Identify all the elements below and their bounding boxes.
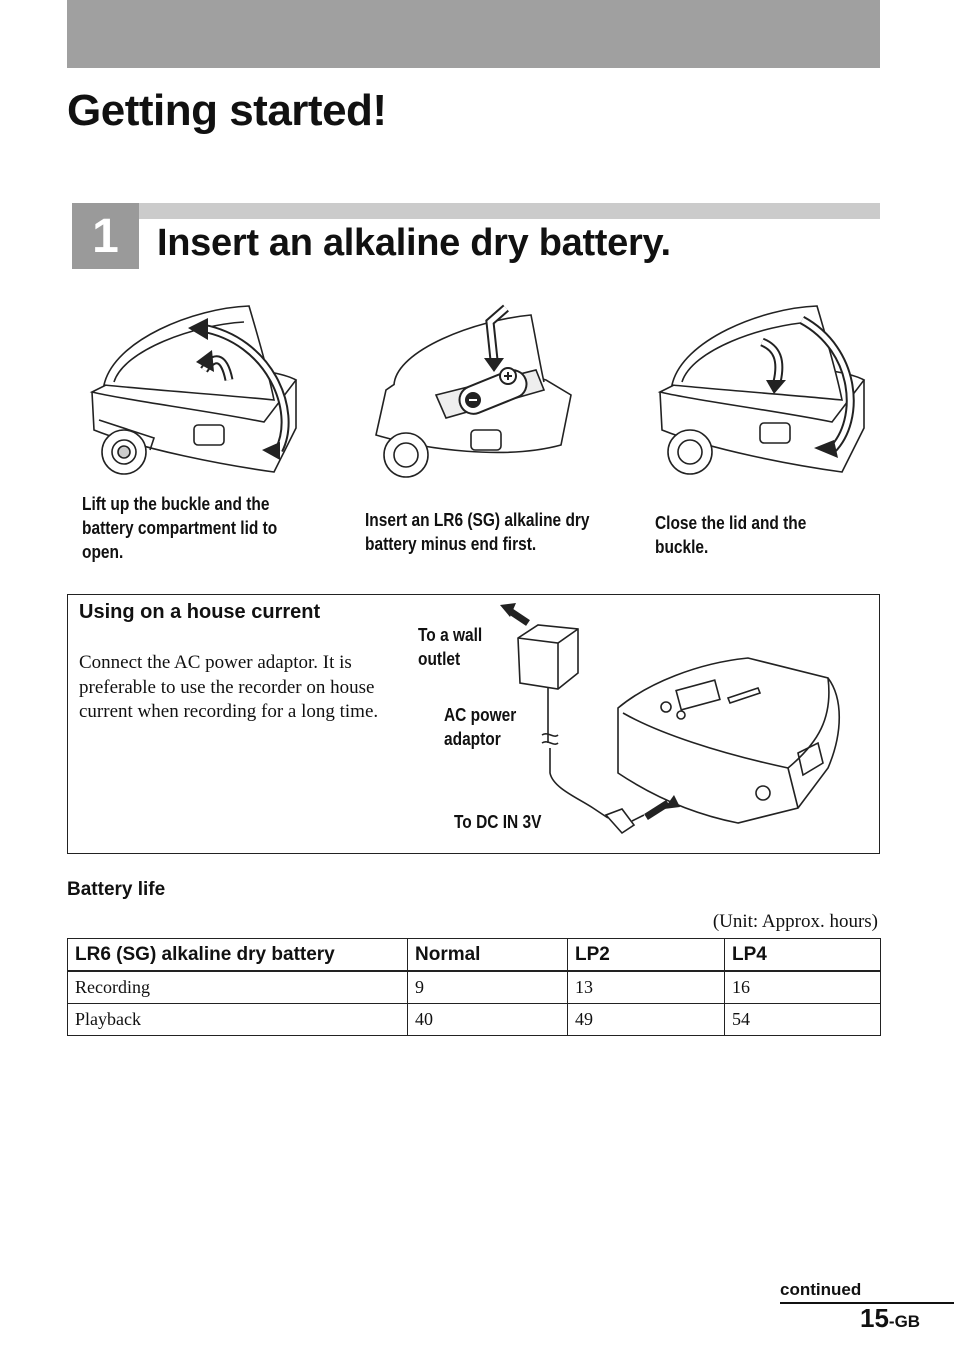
insert-battery-illustration [366, 300, 586, 485]
page-number [860, 1303, 920, 1334]
table-row [68, 1004, 881, 1036]
label-wall-outlet: To a wall outlet [418, 625, 483, 669]
table-cell: Playback [68, 1004, 408, 1036]
caption-step-insert: Insert an LR6 (SG) alkaline dry battery minus end first. [365, 510, 590, 554]
column-header: Normal [408, 939, 568, 972]
battery-life-title: Battery life [67, 879, 166, 900]
continued-label: continued [780, 1280, 862, 1299]
ac-adaptor-illustration [498, 603, 878, 848]
step-bar [139, 203, 880, 219]
label-ac-adaptor: AC power adaptor [444, 705, 517, 749]
column-header: LP4 [725, 939, 881, 972]
caption-step-open: Lift up the buckle and the battery compartment lid to open. [82, 494, 278, 562]
battery-life-table [67, 938, 881, 1036]
page-title: Getting started! [67, 86, 387, 135]
open-lid-illustration [84, 300, 314, 485]
house-current-box [67, 594, 880, 854]
table-cell: 16 [725, 971, 881, 1004]
table-cell: 9 [408, 971, 568, 1004]
header-bar [67, 0, 880, 68]
table-cell: Recording [68, 971, 408, 1004]
close-lid-illustration [652, 300, 877, 485]
page-number-value: 15 [860, 1303, 889, 1333]
column-header: LP2 [568, 939, 725, 972]
battery-life-unit: (Unit: Approx. hours) [712, 911, 878, 932]
house-current-text: Connect the AC power adaptor. It is preferable to use the recorder on house current when recording for a long time. [79, 652, 379, 722]
table-cell: 54 [725, 1004, 881, 1036]
house-current-title: Using on a house current [79, 601, 321, 623]
step-number: 1 [72, 203, 139, 269]
page-suffix: -GB [888, 1312, 921, 1331]
table-cell: 40 [408, 1004, 568, 1036]
table-cell: 13 [568, 971, 725, 1004]
label-dc-in: To DC IN 3V [454, 812, 542, 832]
table-cell: 49 [568, 1004, 725, 1036]
table-header-row [68, 939, 881, 972]
column-header: LR6 (SG) alkaline dry battery [68, 939, 408, 972]
caption-step-close: Close the lid and the buckle. [655, 513, 807, 557]
table-row [68, 971, 881, 1004]
step-title: Insert an alkaline dry battery. [157, 222, 671, 264]
